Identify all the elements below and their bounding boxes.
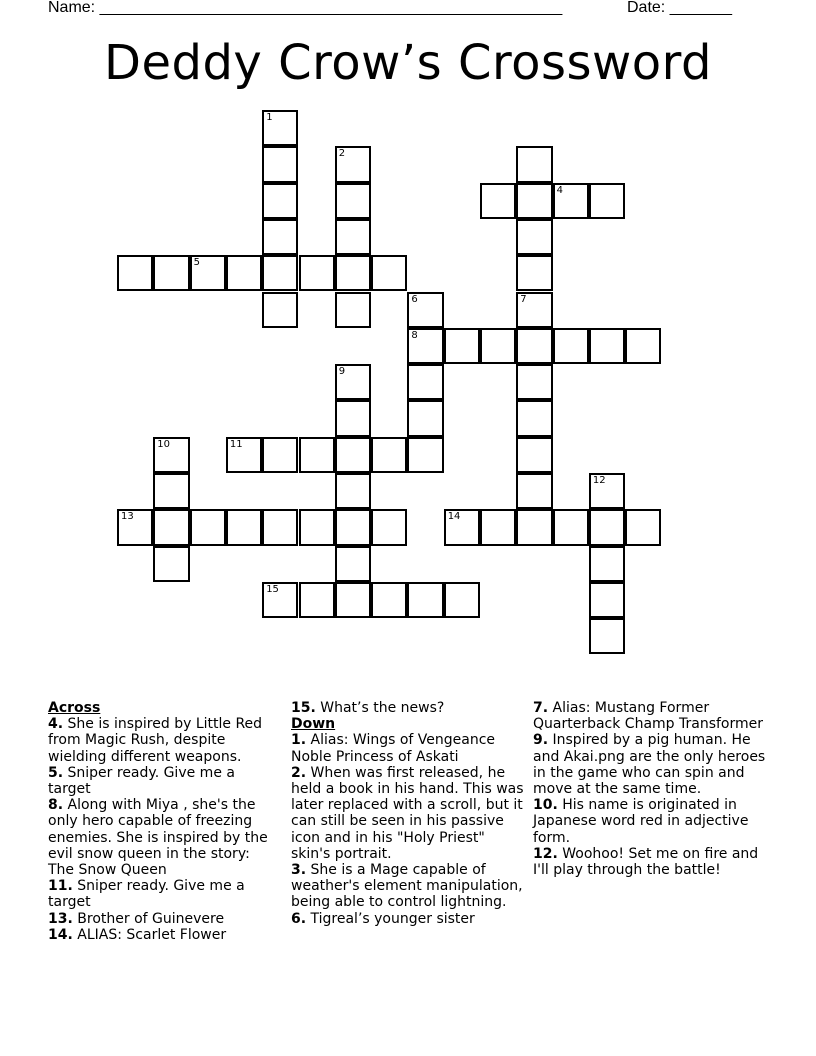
grid-cell[interactable] (625, 509, 661, 545)
grid-cell[interactable] (335, 473, 371, 509)
grid-cell[interactable] (262, 582, 298, 618)
grid-cell[interactable] (407, 292, 443, 328)
clue-number: 9 (338, 366, 346, 378)
grid-cell[interactable] (516, 509, 552, 545)
header-line (48, 0, 748, 20)
grid-cell[interactable] (335, 292, 371, 328)
grid-cell[interactable] (226, 255, 262, 291)
grid-cell[interactable] (262, 292, 298, 328)
grid-cell[interactable] (190, 255, 226, 291)
grid-cell[interactable] (407, 328, 443, 364)
clue-number: 5 (193, 257, 200, 269)
grid-cell[interactable] (371, 437, 407, 473)
grid-cell[interactable] (589, 509, 625, 545)
clue-across-8: 8. Along with Miya , she's the only hero capable of freezing enemies. She is inspired by the evil snow queen in the story: The Snow Queen (48, 797, 268, 879)
grid-cell[interactable] (226, 437, 262, 473)
grid-cell[interactable] (516, 473, 552, 509)
clue-number: 13 (121, 511, 134, 523)
grid-cell[interactable] (407, 437, 443, 473)
across-heading: Across (48, 700, 101, 716)
grid-cell[interactable] (589, 618, 625, 654)
grid-cell[interactable] (262, 110, 298, 146)
grid-cell[interactable] (371, 255, 407, 291)
grid-cell[interactable] (190, 509, 226, 545)
grid-cell[interactable] (299, 255, 335, 291)
grid-cell[interactable] (117, 509, 153, 545)
page-title: Deddy Crow’s Crossword (104, 35, 712, 91)
grid-cell[interactable] (553, 183, 589, 219)
grid-cell[interactable] (371, 582, 407, 618)
grid-cell[interactable] (444, 582, 480, 618)
clue-down-2: 2. When was first released, he held a book in his hand. This was later replaced with a scroll, but it can still be seen in his passive icon and in his "Holy Priest" skin's portrait. (291, 764, 524, 862)
clue-number: 2 (338, 148, 346, 160)
grid-cell[interactable] (117, 255, 153, 291)
clue-number: 12 (592, 475, 606, 486)
grid-cell[interactable] (516, 183, 552, 219)
grid-cell[interactable] (299, 582, 335, 618)
clue-down-9: 9. Inspired by a pig human. He and Akai.png are the only heroes in the game who can spin and move at the same time. (533, 732, 766, 798)
grid-cell[interactable] (299, 509, 335, 545)
grid-cell[interactable] (516, 255, 552, 291)
grid-cell[interactable] (516, 328, 552, 364)
grid-cell[interactable] (444, 509, 480, 545)
grid-cell[interactable] (444, 328, 480, 364)
name-field[interactable]: Name: ____________________________________________________ (48, 0, 563, 16)
clue-down-6: 6. Tigreal’s younger sister (291, 910, 475, 927)
clue-number: 4 (556, 184, 563, 196)
grid-cell[interactable] (262, 437, 298, 473)
clue-across-13: 13. Brother of Guinevere (48, 910, 225, 927)
grid-cell[interactable] (153, 255, 189, 291)
clue-across-4: 4. She is inspired by Little Red from Magic Rush, despite wielding different weapons. (48, 716, 263, 765)
grid-cell[interactable] (299, 437, 335, 473)
clue-down-10: 10. His name is originated in Japanese word red in adjective form. (533, 797, 749, 846)
grid-cell[interactable] (480, 328, 516, 364)
grid-cell[interactable] (335, 509, 371, 545)
clue-down-3: 3. She is a Mage capable of weather's element manipulation, being able to control lightning. (291, 862, 523, 911)
grid-cell[interactable] (553, 328, 589, 364)
grid-cell[interactable] (516, 364, 552, 400)
grid-cell[interactable] (153, 473, 189, 509)
clue-across-11: 11. Sniper ready. Give me a target (48, 878, 245, 911)
clue-down-12: 12. Woohoo! Set me on fire and I'll play through the battle! (533, 845, 759, 879)
grid-cell[interactable] (262, 183, 298, 219)
clue-number: 8 (411, 329, 418, 341)
grid-cell[interactable] (335, 400, 371, 436)
grid-cell[interactable] (407, 582, 443, 618)
clue-number: 7 (520, 293, 527, 305)
grid-cell[interactable] (226, 509, 262, 545)
clue-number: 6 (411, 293, 418, 305)
grid-cell[interactable] (153, 546, 189, 582)
clue-across-14: 14. ALIAS: Scarlet Flower (48, 926, 227, 943)
grid-cell[interactable] (262, 219, 298, 255)
grid-cell[interactable] (589, 582, 625, 618)
grid-cell[interactable] (480, 183, 516, 219)
grid-cell[interactable] (335, 437, 371, 473)
grid-cell[interactable] (335, 255, 371, 291)
clue-across-15: 15. What’s the news? (291, 700, 445, 716)
clues-column-2 (291, 700, 525, 927)
clue-number: 1 (266, 112, 273, 123)
down-heading: Down (291, 716, 336, 733)
grid-cell[interactable] (589, 546, 625, 582)
grid-cell[interactable] (480, 509, 516, 545)
grid-cell[interactable] (407, 400, 443, 436)
grid-cell[interactable] (335, 582, 371, 618)
grid-cell[interactable] (262, 146, 298, 182)
grid-cell[interactable] (589, 328, 625, 364)
grid-cell[interactable] (262, 509, 298, 545)
grid-cell[interactable] (553, 509, 589, 545)
grid-cell[interactable] (625, 328, 661, 364)
grid-cell[interactable] (335, 546, 371, 582)
clue-number: 11 (229, 438, 243, 450)
grid-cell[interactable] (516, 400, 552, 436)
clue-across-5: 5. Sniper ready. Give me a target (48, 764, 235, 798)
clue-number: 14 (447, 511, 461, 523)
grid-cell[interactable] (262, 255, 298, 291)
grid-cell[interactable] (335, 219, 371, 255)
grid-cell[interactable] (153, 509, 189, 545)
clues-column-1 (48, 700, 276, 943)
clue-number: 15 (266, 583, 279, 595)
grid-cell[interactable] (516, 219, 552, 255)
grid-cell[interactable] (335, 364, 371, 400)
grid-cell[interactable] (335, 146, 371, 182)
grid-cell[interactable] (516, 146, 552, 182)
clue-down-1: 1. Alias: Wings of Vengeance Noble Princess of Askati (291, 732, 496, 765)
clue-down-7: 7. Alias: Mustang Former Quarterback Champ Transformer (533, 700, 764, 733)
grid-cell[interactable] (407, 364, 443, 400)
date-field[interactable]: Date: _______ (627, 0, 732, 16)
grid-cell[interactable] (516, 437, 552, 473)
grid-cell[interactable] (589, 183, 625, 219)
grid-cell[interactable] (371, 509, 407, 545)
grid-cell[interactable] (589, 473, 625, 509)
grid-cell[interactable] (153, 437, 189, 473)
clues-column-3 (533, 700, 767, 878)
grid-cell[interactable] (335, 183, 371, 219)
clue-number: 10 (157, 438, 171, 450)
grid-cell[interactable] (516, 292, 552, 328)
